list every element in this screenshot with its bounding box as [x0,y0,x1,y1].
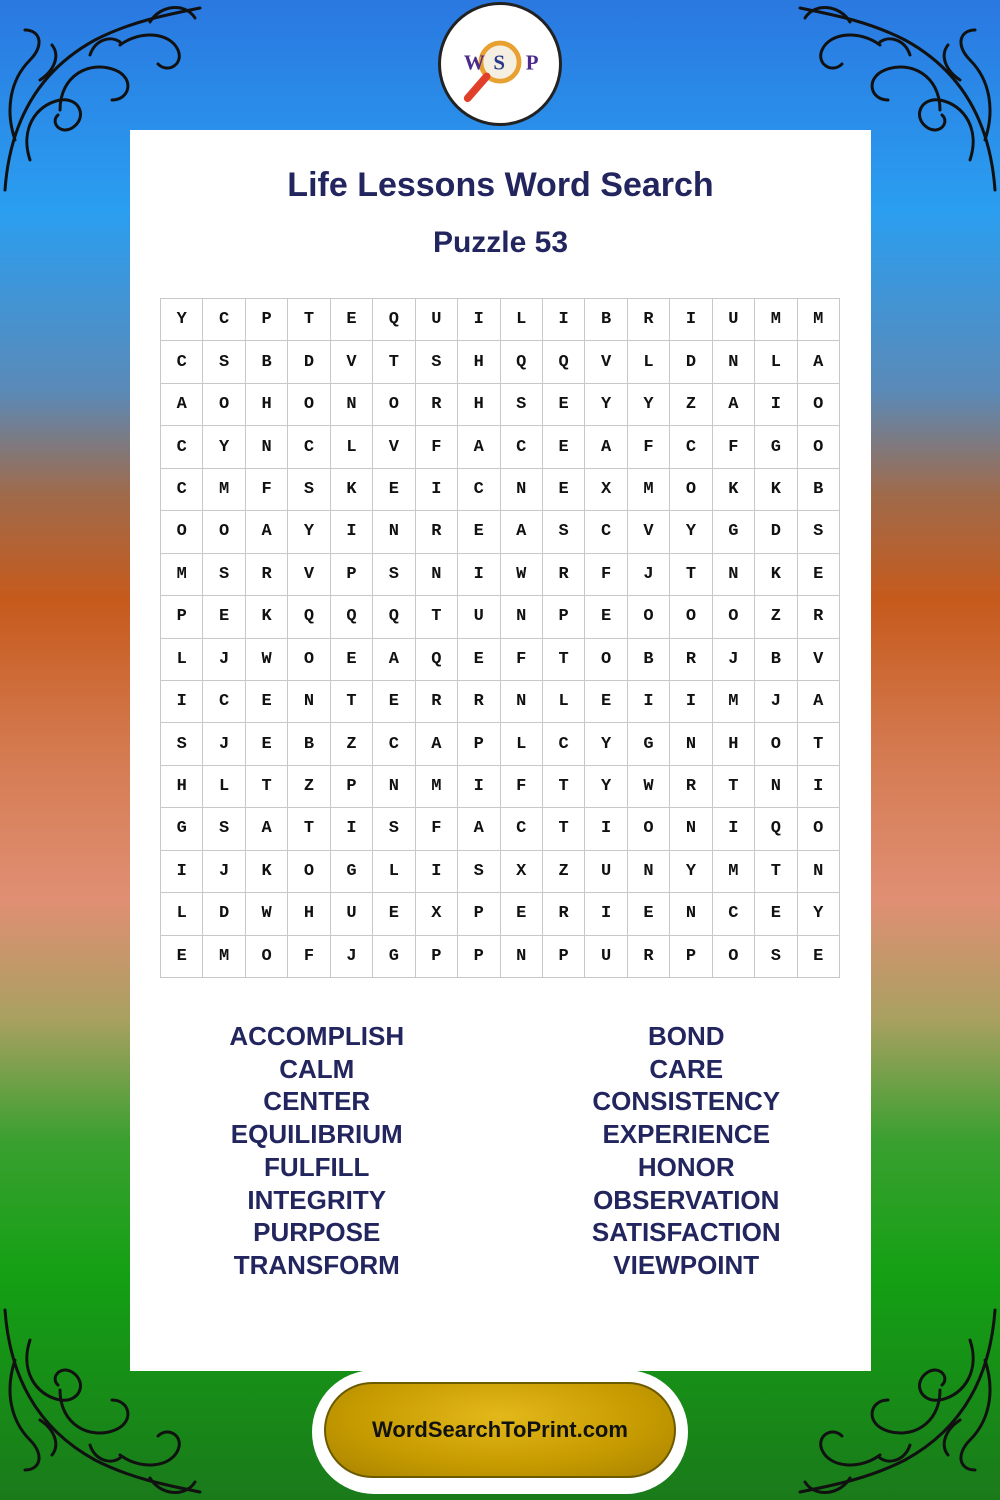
word-item: SATISFACTION [591,1217,781,1248]
grid-cell[interactable]: O [755,723,797,765]
grid-cell[interactable]: J [755,681,797,723]
grid-cell[interactable]: E [373,681,415,723]
grid-cell[interactable]: N [755,766,797,808]
word-item: EQUILIBRIUM [230,1119,403,1150]
grid-cell[interactable]: L [543,681,585,723]
grid-cell[interactable]: E [543,384,585,426]
grid-cell[interactable]: A [798,341,840,383]
grid-cell[interactable]: A [713,384,755,426]
grid-cell[interactable]: D [288,341,330,383]
grid-cell[interactable]: C [585,511,627,553]
grid-cell[interactable]: P [246,299,288,341]
grid-cell[interactable]: S [416,341,458,383]
word-item: CARE [649,1053,724,1084]
grid-cell[interactable]: H [458,384,500,426]
grid-cell[interactable]: V [585,341,627,383]
grid-cell[interactable]: N [501,681,543,723]
grid-cell[interactable]: E [203,596,245,638]
grid-cell[interactable]: Y [203,426,245,468]
grid-cell[interactable]: Y [670,511,712,553]
grid-cell[interactable]: R [628,936,670,978]
grid-cell[interactable]: R [416,511,458,553]
grid-cell[interactable]: I [755,384,797,426]
letter-grid [160,298,840,978]
grid-cell[interactable]: E [585,681,627,723]
grid-cell[interactable]: O [628,596,670,638]
grid-cell[interactable]: L [501,723,543,765]
grid-cell[interactable]: L [501,299,543,341]
grid-cell[interactable]: C [670,426,712,468]
grid-cell[interactable]: S [373,808,415,850]
grid-cell[interactable]: H [161,766,203,808]
grid-cell[interactable]: I [458,554,500,596]
grid-cell[interactable]: C [373,723,415,765]
grid-cell[interactable]: G [161,808,203,850]
grid-cell[interactable]: G [628,723,670,765]
grid-cell[interactable]: A [585,426,627,468]
grid-cell[interactable]: A [246,511,288,553]
grid-cell[interactable]: J [713,639,755,681]
grid-cell[interactable]: I [585,808,627,850]
puzzle-card [130,130,871,1371]
grid-cell[interactable]: N [331,384,373,426]
grid-cell[interactable]: E [161,936,203,978]
grid-cell[interactable]: R [458,681,500,723]
grid-cell[interactable]: O [585,639,627,681]
grid-cell[interactable]: T [246,766,288,808]
grid-cell[interactable]: S [288,469,330,511]
grid-cell[interactable]: U [585,936,627,978]
grid-cell[interactable]: T [288,808,330,850]
grid-cell[interactable]: H [288,893,330,935]
grid-cell[interactable]: A [458,426,500,468]
grid-cell[interactable]: M [798,299,840,341]
grid-cell[interactable]: Y [798,893,840,935]
grid-cell[interactable]: Y [670,851,712,893]
grid-cell[interactable]: E [543,426,585,468]
grid-cell[interactable]: X [501,851,543,893]
grid-cell[interactable]: P [331,554,373,596]
grid-cell[interactable]: Y [628,384,670,426]
wsp-logo[interactable] [438,2,562,126]
grid-cell[interactable]: E [373,469,415,511]
grid-cell[interactable]: N [373,511,415,553]
grid-cell[interactable]: N [798,851,840,893]
grid-cell[interactable]: V [331,341,373,383]
word-item: CONSISTENCY [592,1086,781,1117]
grid-cell[interactable]: Q [373,596,415,638]
grid-cell[interactable]: E [585,596,627,638]
grid-cell[interactable]: X [585,469,627,511]
grid-cell[interactable]: V [628,511,670,553]
grid-cell[interactable]: I [670,681,712,723]
grid-cell[interactable]: I [458,766,500,808]
logo-letter-p: P [525,50,539,75]
grid-cell[interactable]: E [458,511,500,553]
grid-cell[interactable]: L [203,766,245,808]
grid-cell[interactable]: U [585,851,627,893]
grid-cell[interactable]: P [416,936,458,978]
grid-cell[interactable]: E [246,681,288,723]
grid-cell[interactable]: N [416,554,458,596]
grid-cell[interactable]: N [628,851,670,893]
grid-cell[interactable]: F [628,426,670,468]
grid-cell[interactable]: E [331,639,373,681]
grid-cell[interactable]: K [755,469,797,511]
grid-cell[interactable]: T [543,639,585,681]
grid-cell[interactable]: D [203,893,245,935]
grid-cell[interactable]: R [798,596,840,638]
grid-cell[interactable]: L [755,341,797,383]
grid-cell[interactable]: F [501,639,543,681]
grid-cell[interactable]: S [161,723,203,765]
grid-cell[interactable]: G [713,511,755,553]
grid-cell[interactable]: C [203,681,245,723]
grid-cell[interactable]: G [331,851,373,893]
grid-cell[interactable]: I [798,766,840,808]
grid-cell[interactable]: Z [755,596,797,638]
grid-cell[interactable]: M [713,851,755,893]
grid-cell[interactable]: N [501,469,543,511]
grid-cell[interactable]: C [713,893,755,935]
grid-cell[interactable]: K [331,469,373,511]
word-item: ACCOMPLISH [229,1021,405,1051]
grid-cell[interactable]: C [501,426,543,468]
grid-cell[interactable]: C [203,299,245,341]
grid-cell[interactable]: T [798,723,840,765]
logo-letter-s: S [493,50,505,75]
grid-cell[interactable]: J [203,639,245,681]
grid-cell[interactable]: T [543,766,585,808]
grid-cell[interactable]: A [798,681,840,723]
grid-cell[interactable]: O [246,936,288,978]
grid-cell[interactable]: E [798,554,840,596]
grid-cell[interactable]: P [161,596,203,638]
grid-cell[interactable]: M [161,554,203,596]
magnifier-handle [468,76,487,98]
grid-cell[interactable]: T [373,341,415,383]
grid-cell[interactable]: T [331,681,373,723]
grid-cell[interactable]: F [416,808,458,850]
grid-cell[interactable]: P [670,936,712,978]
grid-cell[interactable]: I [458,299,500,341]
word-item: TRANSFORM [233,1249,400,1280]
grid-cell[interactable]: F [713,426,755,468]
grid-cell[interactable]: E [373,893,415,935]
grid-cell[interactable]: M [713,681,755,723]
grid-cell[interactable]: B [798,469,840,511]
grid-cell[interactable]: S [458,851,500,893]
grid-cell[interactable]: B [288,723,330,765]
grid-cell[interactable]: W [246,639,288,681]
grid-cell[interactable]: N [501,596,543,638]
grid-cell[interactable]: E [543,469,585,511]
grid-cell[interactable]: P [331,766,373,808]
grid-cell[interactable]: M [203,936,245,978]
grid-cell[interactable]: F [288,936,330,978]
grid-cell[interactable]: D [755,511,797,553]
grid-cell[interactable]: M [755,299,797,341]
grid-cell[interactable]: J [203,723,245,765]
grid-cell[interactable]: I [670,299,712,341]
grid-cell[interactable]: B [585,299,627,341]
grid-cell[interactable]: C [458,469,500,511]
grid-cell[interactable]: C [543,723,585,765]
word-item: EXPERIENCE [602,1119,771,1150]
grid-cell[interactable]: I [628,681,670,723]
grid-cell[interactable]: Q [755,808,797,850]
grid-cell[interactable]: S [203,808,245,850]
grid-cell[interactable]: Q [288,596,330,638]
grid-cell[interactable]: M [203,469,245,511]
grid-cell[interactable]: I [331,808,373,850]
word-item: CALM [279,1053,355,1084]
grid-cell[interactable]: R [246,554,288,596]
grid-cell[interactable]: Q [331,596,373,638]
grid-cell[interactable]: O [798,384,840,426]
word-item: BOND [647,1021,725,1051]
grid-cell[interactable]: E [458,639,500,681]
grid-cell[interactable]: C [501,808,543,850]
word-list-left [130,1020,502,1282]
grid-cell[interactable]: Z [543,851,585,893]
grid-cell[interactable]: I [161,681,203,723]
grid-cell[interactable]: Q [501,341,543,383]
grid-cell[interactable]: Y [585,766,627,808]
word-list-right [502,1020,872,1282]
grid-cell[interactable]: G [373,936,415,978]
grid-cell[interactable]: B [628,639,670,681]
grid-cell[interactable]: I [161,851,203,893]
grid-cell[interactable]: K [246,851,288,893]
grid-cell[interactable]: S [203,554,245,596]
grid-cell[interactable]: A [416,723,458,765]
grid-cell[interactable]: E [246,723,288,765]
grid-cell[interactable]: U [416,299,458,341]
grid-cell[interactable]: X [416,893,458,935]
page-title: Life Lessons Word Search [287,166,714,204]
grid-cell[interactable]: U [713,299,755,341]
grid-cell[interactable]: P [458,723,500,765]
grid-cell[interactable]: P [543,936,585,978]
word-list [130,1020,871,1282]
grid-cell[interactable]: V [798,639,840,681]
grid-cell[interactable]: K [246,596,288,638]
word-item: FULFILL [264,1151,370,1182]
grid-cell[interactable]: W [246,893,288,935]
grid-cell[interactable]: J [628,554,670,596]
grid-cell[interactable]: K [755,554,797,596]
grid-cell[interactable]: H [713,723,755,765]
grid-cell[interactable]: Y [161,299,203,341]
grid-cell[interactable]: N [670,723,712,765]
grid-cell[interactable]: U [331,893,373,935]
grid-cell[interactable]: N [670,893,712,935]
grid-cell[interactable]: T [543,808,585,850]
grid-cell[interactable]: K [713,469,755,511]
grid-cell[interactable]: P [543,596,585,638]
grid-cell[interactable]: N [501,936,543,978]
grid-cell[interactable]: C [161,469,203,511]
puzzle-number: Puzzle 53 [432,226,569,259]
grid-cell[interactable]: Y [585,384,627,426]
grid-cell[interactable]: O [713,936,755,978]
grid-cell[interactable]: Q [373,299,415,341]
grid-cell[interactable]: S [543,511,585,553]
grid-cell[interactable]: Y [585,723,627,765]
grid-cell[interactable]: L [628,341,670,383]
grid-cell[interactable]: V [288,554,330,596]
grid-cell[interactable]: F [501,766,543,808]
grid-cell[interactable]: I [543,299,585,341]
grid-cell[interactable]: Q [543,341,585,383]
grid-cell[interactable]: Y [288,511,330,553]
grid-cell[interactable]: S [373,554,415,596]
grid-cell[interactable]: A [458,808,500,850]
grid-cell[interactable]: N [670,808,712,850]
grid-cell[interactable]: M [416,766,458,808]
grid-cell[interactable]: C [161,426,203,468]
grid-cell[interactable]: F [585,554,627,596]
grid-cell[interactable]: T [670,554,712,596]
grid-cell[interactable]: N [713,554,755,596]
grid-cell[interactable]: N [288,681,330,723]
grid-cell[interactable]: C [288,426,330,468]
grid-cell[interactable]: Z [288,766,330,808]
grid-cell[interactable]: G [755,426,797,468]
grid-cell[interactable]: T [416,596,458,638]
grid-cell[interactable]: T [713,766,755,808]
grid-cell[interactable]: L [161,639,203,681]
grid-cell[interactable]: R [628,299,670,341]
grid-cell[interactable]: S [755,936,797,978]
grid-cell[interactable]: Z [331,723,373,765]
site-badge [312,1370,688,1494]
grid-cell[interactable]: Z [670,384,712,426]
grid-cell[interactable]: L [373,851,415,893]
logo-letter-w: W [463,50,485,75]
grid-cell[interactable]: I [416,851,458,893]
grid-cell[interactable]: O [628,808,670,850]
grid-cell[interactable]: E [798,936,840,978]
grid-cell[interactable]: N [246,426,288,468]
grid-cell[interactable]: D [670,341,712,383]
grid-cell[interactable]: R [543,554,585,596]
grid-cell[interactable]: E [755,893,797,935]
word-item: VIEWPOINT [613,1249,760,1280]
grid-cell[interactable]: O [288,851,330,893]
word-item: OBSERVATION [593,1184,780,1215]
grid-cell[interactable]: S [203,341,245,383]
grid-cell[interactable]: B [246,341,288,383]
grid-cell[interactable]: A [246,808,288,850]
grid-cell[interactable]: P [458,936,500,978]
grid-cell[interactable]: A [373,639,415,681]
grid-cell[interactable]: P [458,893,500,935]
word-item: CENTER [263,1086,371,1117]
site-link-button[interactable]: WordSearchToPrint.com [324,1382,676,1478]
grid-cell[interactable]: H [458,341,500,383]
grid-cell[interactable]: O [798,808,840,850]
grid-cell[interactable]: R [670,639,712,681]
grid-cell[interactable]: B [755,639,797,681]
grid-cell[interactable]: I [331,511,373,553]
grid-cell[interactable]: A [501,511,543,553]
grid-cell[interactable]: V [373,426,415,468]
grid-cell[interactable]: A [161,384,203,426]
grid-cell[interactable]: O [288,639,330,681]
grid-cell[interactable]: O [713,596,755,638]
grid-cell[interactable]: O [373,384,415,426]
grid-cell[interactable]: L [161,893,203,935]
grid-cell[interactable]: N [373,766,415,808]
grid-cell[interactable]: W [501,554,543,596]
word-item: PURPOSE [253,1217,381,1248]
grid-cell[interactable]: O [670,469,712,511]
grid-cell[interactable]: R [416,384,458,426]
grid-cell[interactable]: N [713,341,755,383]
grid-cell[interactable]: U [458,596,500,638]
grid-cell[interactable]: J [203,851,245,893]
grid-cell[interactable]: I [585,893,627,935]
grid-cell[interactable]: O [670,596,712,638]
grid-cell[interactable]: E [501,893,543,935]
grid-cell[interactable]: I [713,808,755,850]
grid-cell[interactable]: W [628,766,670,808]
grid-cell[interactable]: Q [416,639,458,681]
grid-cell[interactable]: T [755,851,797,893]
grid-cell[interactable]: T [288,299,330,341]
grid-cell[interactable]: S [798,511,840,553]
word-item: HONOR [637,1151,735,1182]
grid-cell[interactable]: S [501,384,543,426]
grid-cell[interactable]: R [416,681,458,723]
grid-cell[interactable]: R [670,766,712,808]
grid-cell[interactable]: O [798,426,840,468]
grid-cell[interactable]: E [628,893,670,935]
grid-cell[interactable]: J [331,936,373,978]
grid-cell[interactable]: C [161,341,203,383]
grid-cell[interactable]: R [543,893,585,935]
grid-cell[interactable]: H [246,384,288,426]
grid-cell[interactable]: O [288,384,330,426]
grid-cell[interactable]: E [331,299,373,341]
grid-cell[interactable]: O [161,511,203,553]
grid-cell[interactable]: O [203,384,245,426]
grid-cell[interactable]: M [628,469,670,511]
grid-cell[interactable]: I [416,469,458,511]
word-item: INTEGRITY [247,1184,387,1215]
grid-cell[interactable]: F [416,426,458,468]
grid-cell[interactable]: O [203,511,245,553]
grid-cell[interactable]: L [331,426,373,468]
grid-cell[interactable]: F [246,469,288,511]
